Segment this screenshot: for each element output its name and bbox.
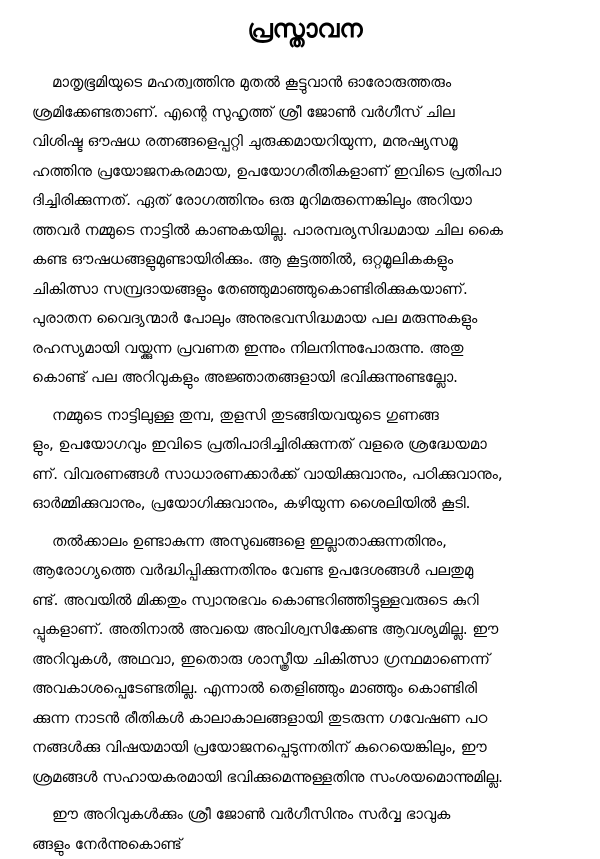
text-line: തൽക്കാലം ഉണ്ടാകുന്ന അസുഖങ്ങളെ ഇല്ലാതാക്കുന്നതിനും,: [32, 527, 578, 557]
text-line: ആരോഗ്യത്തെ വർദ്ധിപ്പിക്കുന്നതിനും വേണ്ട ഉപദേശങ്ങൾ പലതുമു: [32, 556, 578, 586]
text-line: ഹത്തിനു പ്രയോജനകരമായ, ഉപയോഗരീതികളാണ് ഇവിടെ പ്രതിപാ: [32, 157, 578, 187]
text-line: മാതൃഭൂമിയുടെ മഹത്വത്തിനു മുതൽ കൂട്ടുവാൻ ഓരോരുത്തരും: [32, 68, 578, 98]
paragraph-4: [32, 800, 578, 859]
text-line: ശ്രമിക്കേണ്ടതാണ്. എന്റെ സുഹൃത്ത് ശ്രീ ജോൺ വർഗീസ് ചില: [32, 98, 578, 128]
text-line: ഓർമ്മിക്കുവാനും, പ്രയോഗിക്കുവാനും, കഴിയുന്ന ശൈലിയിൽ കൂടി.: [32, 489, 578, 519]
text-line: അറിവുകൾ, അഥവാ, ഇതൊരു ശാസ്ത്രീയ ചികിത്സാ ഗ്രന്ഥമാണെന്ന്: [32, 645, 578, 675]
text-line: നമ്മുടെ നാട്ടിലുള്ള തുമ്പ, തുളസി തുടങ്ങിയവയുടെ ഗുണങ്ങ: [32, 401, 578, 431]
text-line: കണ്ട ഔഷധങ്ങളുമുണ്ടായിരിക്കും. ആ കൂട്ടത്തിൽ, ഒറ്റമൂലികകളും: [32, 245, 578, 275]
text-line: രഹസ്യമായി വയ്ക്കുന്ന പ്രവണത ഇന്നും നിലനിന്നുപോരുന്നു. അതു: [32, 334, 578, 364]
text-line: ചികിത്സാ സമ്പ്രദായങ്ങളും തേഞ്ഞുമാഞ്ഞുകൊണ്ടിരിക്കുകയാണ്.: [32, 275, 578, 305]
paragraph-3: [32, 527, 578, 793]
text-line: ണ്. വിവരണങ്ങൾ സാധാരണക്കാർക്ക് വായിക്കുവാനും, പഠിക്കുവാനും,: [32, 460, 578, 490]
text-line: ശ്രമങ്ങൾ സഹായകരമായി ഭവിക്കുമെന്നുള്ളതിനു സംശയമൊന്നുമില്ല.: [32, 763, 578, 793]
paragraph-2: [32, 401, 578, 519]
text-line: അവകാശപ്പെടേണ്ടതില്ല. എന്നാൽ തെളിഞ്ഞും മാഞ്ഞും കൊണ്ടിരി: [32, 674, 578, 704]
text-line: ദിച്ചിരിക്കുന്നത്. ഏത് രോഗത്തിനും ഒരു മുറിമരുന്നെങ്കിലും അറിയാ: [32, 186, 578, 216]
text-line: പുരാതന വൈദ്യന്മാർ പോലും അനുഭവസിദ്ധമായ പല മരുന്നുകളും: [32, 304, 578, 334]
text-line: ങ്ങളും നേർന്നുകൊണ്ട്: [32, 830, 578, 859]
text-line: ണ്ട്. അവയിൽ മിക്കതും സ്വാനുഭവം കൊണ്ടറിഞ്ഞിട്ടുള്ളവരുടെ കുറി: [32, 586, 578, 616]
text-line: കൊണ്ട് പല അറിവുകളും അജ്ഞാതങ്ങളായി ഭവിക്കുന്നുണ്ടല്ലോ.: [32, 363, 578, 393]
text-line: ത്തവർ നമ്മുടെ നാട്ടിൽ കാണുകയില്ല. പാരമ്പര്യസിദ്ധമായ ചില കൈ: [32, 216, 578, 246]
text-line: വിശിഷ്ട ഔഷധ രത്നങ്ങളെപ്പറ്റി ചുരുക്കമായറിയുന്ന, മനുഷ്യസമൂ: [32, 127, 578, 157]
page-title: പ്രസ്താവന: [32, 8, 578, 50]
text-line: പ്പുകളാണ്. അതിനാൽ അവയെ അവിശ്വസിക്കേണ്ട ആവശ്യമില്ല. ഈ: [32, 615, 578, 645]
text-line: ഈ അറിവുകൾക്കും ശ്രീ ജോൺ വർഗീസിനും സർവ്വ ഭാവുക: [32, 800, 578, 830]
text-line: ളും, ഉപയോഗവും ഇവിടെ പ്രതിപാദിച്ചിരിക്കുന്നത് വളരെ ശ്രദ്ധേയമാ: [32, 430, 578, 460]
text-line: ക്കുന്ന നാടൻ രീതികൾ കാലാകാലങ്ങളായി തുടരുന്ന ഗവേഷണ പഠ: [32, 704, 578, 734]
text-line: നങ്ങൾക്കു വിഷയമായി പ്രയോജനപ്പെടുന്നതിന് കുറെയെങ്കിലും, ഈ: [32, 733, 578, 763]
paragraph-1: [32, 68, 578, 393]
